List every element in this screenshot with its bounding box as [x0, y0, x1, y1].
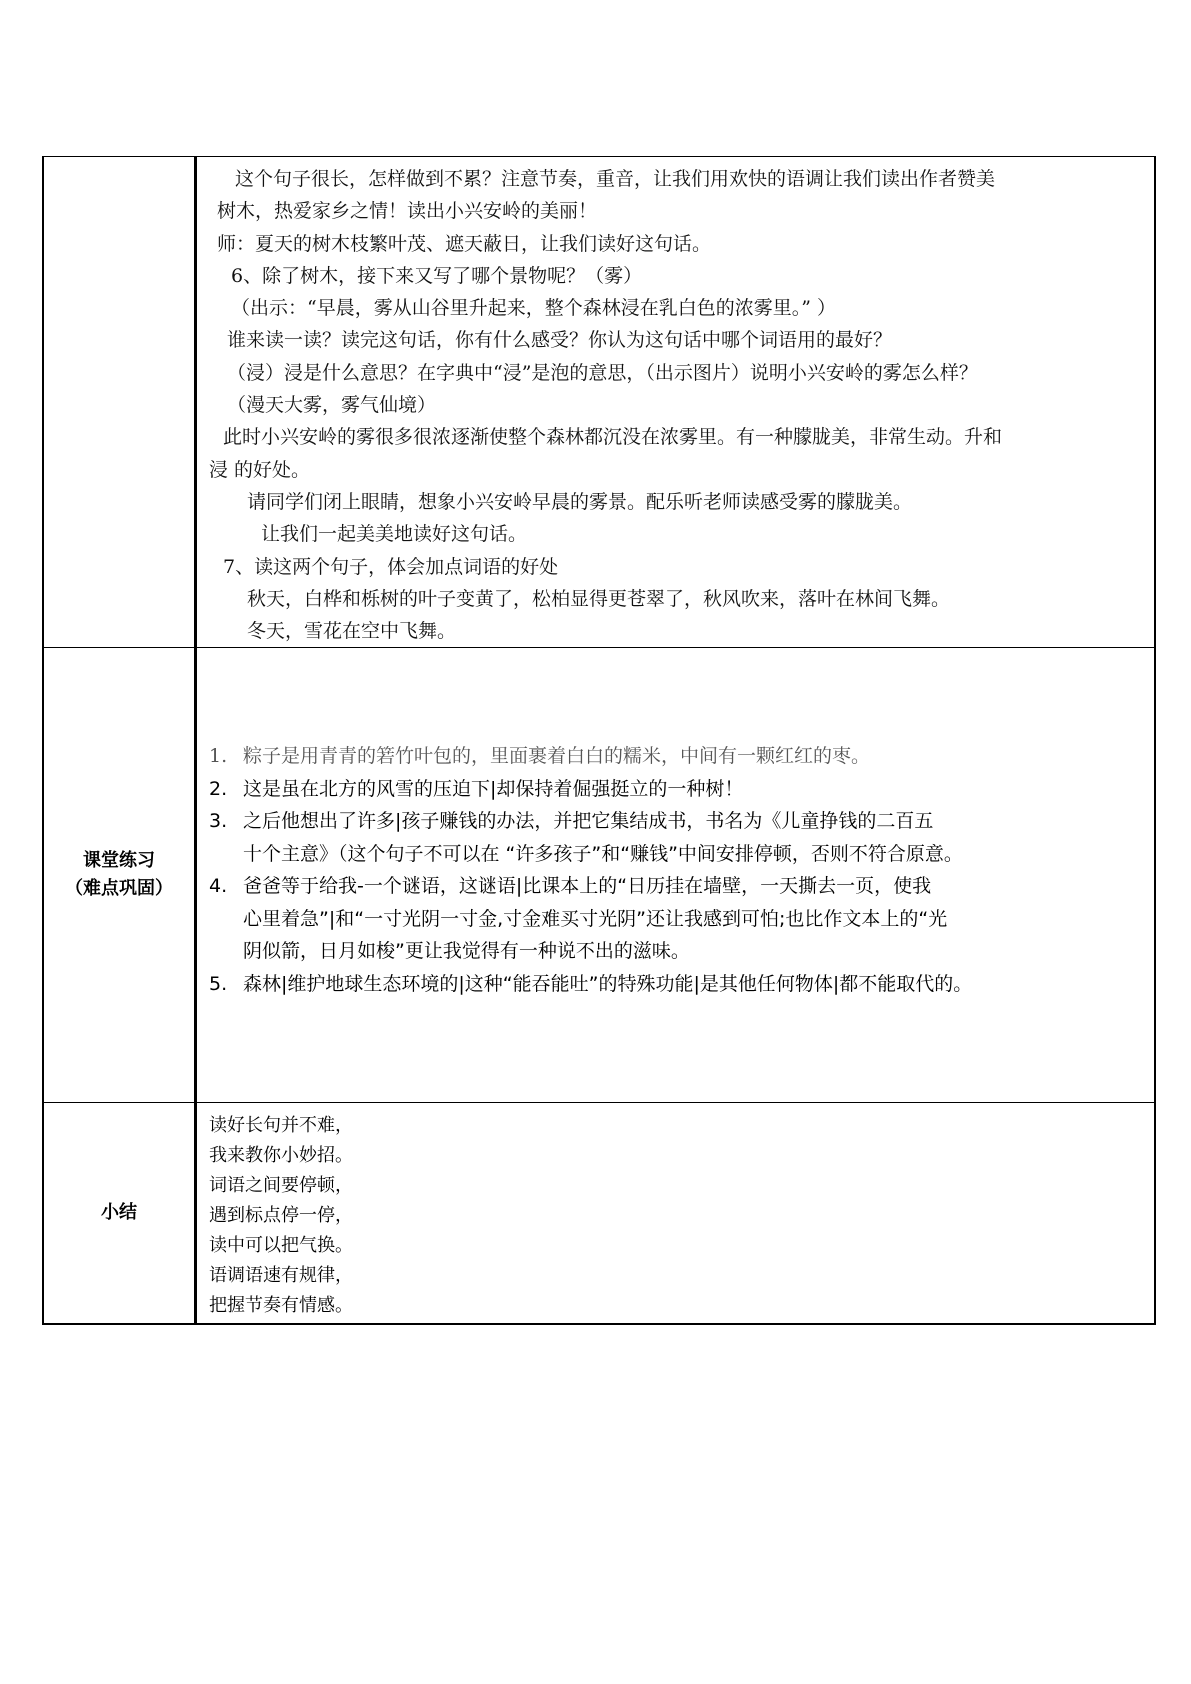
practice-item-number: 2.	[209, 777, 228, 800]
practice-row	[43, 648, 1155, 1103]
practice-item-text: 之后他想出了许多|孩子赚钱的办法，并把它集结成书，书名为《儿童挣钱的二百五	[243, 810, 934, 833]
summary-line: 读中可以把气换。	[209, 1235, 353, 1257]
practice-item-continuation: 心里着急”|和“一寸光阴一寸金,寸金难买寸光阴”还让我感到可怕;也比作文本上的“光	[243, 907, 948, 930]
summary-line: 我来教你小妙招。	[209, 1145, 353, 1167]
teaching-line: （浸）浸是什么意思？在字典中“浸”是泡的意思，（出示图片）说明小兴安岭的雾怎么样？	[227, 361, 978, 384]
teaching-line: 让我们一起美美地读好这句话。	[261, 523, 528, 546]
practice-label-cell	[43, 648, 196, 1103]
summary-line: 读好长句并不难，	[209, 1115, 353, 1137]
practice-item-text: 这是虽在北方的风雪的压迫下|却保持着倔强挺立的一种树！	[243, 777, 744, 800]
teaching-line: （漫天大雾，雾气仙境）	[227, 394, 437, 417]
teaching-line: 冬天，雪花在空中飞舞。	[247, 620, 457, 643]
summary-line: 把握节奏有情感。	[209, 1295, 353, 1317]
summary-line: 遇到标点停一停，	[209, 1205, 353, 1227]
teaching-line: 谁来读一读？读完这句话，你有什么感受？你认为这句话中哪个词语用的最好？	[227, 329, 893, 352]
practice-item-continuation: 十个主意》（这个句子不可以在 “许多孩子”和“赚钱”中间安排停顿，否则不符合原意。	[243, 842, 963, 865]
practice-item-number: 1.	[209, 745, 228, 768]
practice-item-number: 4.	[209, 875, 228, 898]
practice-item	[209, 870, 1154, 903]
practice-item-text: 森林|维护地球生态环境的|这种“能吞能吐”的特殊功能|是其他任何物体|都不能取代的。	[243, 972, 973, 995]
practice-item	[209, 968, 1154, 1001]
teaching-line: 6、除了树木，接下来又写了哪个景物呢？（雾）	[231, 264, 643, 287]
summary-label: 小结	[101, 1202, 137, 1224]
summary-content-cell	[196, 1103, 1156, 1325]
summary-line: 语调语速有规律，	[209, 1265, 353, 1287]
teaching-line: 这个句子很长，怎样做到不累？注意节奏，重音，让我们用欢快的语调让我们读出作者赞美	[235, 168, 996, 190]
practice-item	[209, 740, 1154, 773]
practice-item-text: 爸爸等于给我-一个谜语，这谜语|比课本上的“日历挂在墙壁，一天撕去一页，使我	[243, 875, 932, 898]
practice-content-cell	[196, 648, 1156, 1103]
practice-item-number: 5.	[209, 972, 228, 995]
teaching-line: 树木，热爱家乡之情！读出小兴安岭的美丽！	[217, 200, 598, 223]
teaching-content-cell	[196, 157, 1156, 648]
teaching-label-cell	[43, 157, 196, 648]
practice-item-text: 粽子是用青青的箬竹叶包的，里面裹着白白的糯米，中间有一颗红红的枣。	[243, 745, 871, 768]
practice-label-title: 课堂练习	[83, 850, 155, 872]
teaching-line: 7、读这两个句子，体会加点词语的好处	[223, 555, 559, 578]
summary-line: 词语之间要停顿，	[209, 1175, 353, 1197]
practice-item-number: 3.	[209, 810, 228, 833]
teaching-line: （出示：“早晨，雾从山谷里升起来，整个森林浸在乳白色的浓雾里。” ）	[231, 297, 836, 320]
practice-item	[209, 805, 1154, 838]
practice-item-continuation: 阴似箭，日月如梭”更让我觉得有一种说不出的滋味。	[243, 940, 690, 963]
practice-label-subtitle: （难点巩固）	[65, 878, 173, 900]
summary-label-cell	[43, 1103, 196, 1325]
teaching-line: 请同学们闭上眼睛，想象小兴安岭早晨的雾景。配乐听老师读感受雾的朦胧美。	[247, 490, 913, 513]
teaching-line: 此时小兴安岭的雾很多很浓逐渐使整个森林都沉没在浓雾里。有一种朦胧美，非常生动。升和	[223, 426, 1003, 449]
lesson-plan-table	[42, 156, 1156, 1325]
teaching-line: 浸 的好处。	[209, 458, 311, 481]
practice-item	[209, 773, 1154, 806]
teaching-row	[43, 157, 1155, 648]
teaching-line: 秋天，白桦和栎树的叶子变黄了，松柏显得更苍翠了，秋风吹来，落叶在林间飞舞。	[247, 587, 951, 610]
summary-row	[43, 1103, 1155, 1325]
teaching-line: 师：夏天的树木枝繁叶茂、遮天蔽日，让我们读好这句话。	[217, 232, 712, 255]
